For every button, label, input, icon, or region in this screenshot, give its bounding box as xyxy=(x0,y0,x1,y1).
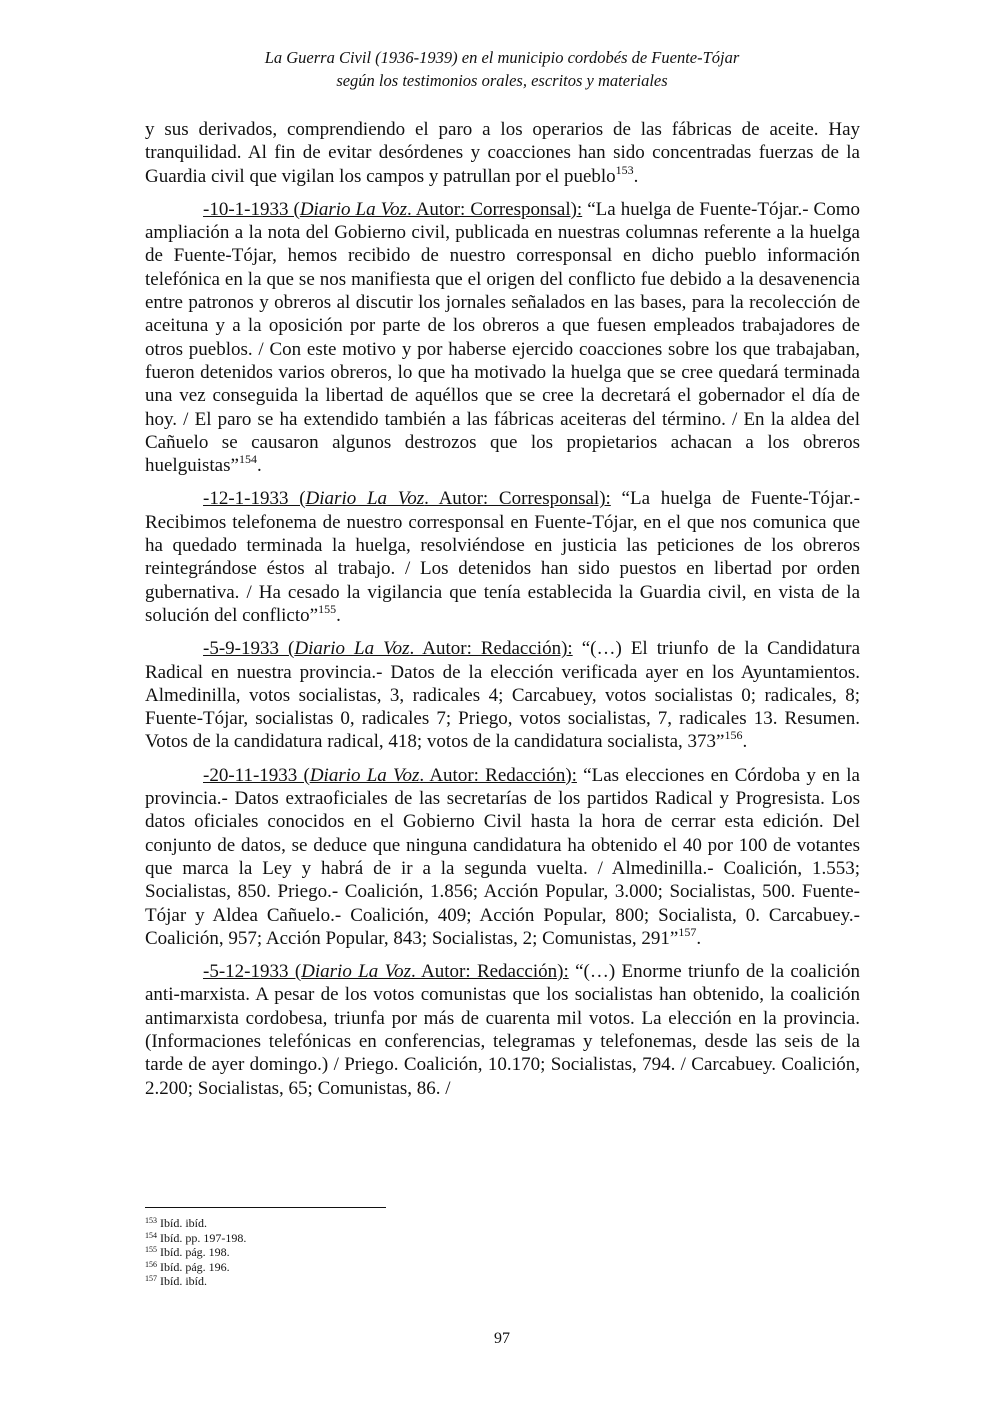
footnote-ref: 157 xyxy=(678,924,697,939)
footnote-number: 157 xyxy=(145,1274,157,1284)
entry-author: . Autor: Corresponsal): xyxy=(407,198,583,220)
entry-date: -12-1-1933 ( xyxy=(203,488,306,510)
entry-source: Diario La Voz xyxy=(294,638,410,660)
footnote-text: Ibíd. pp. 197-198. xyxy=(157,1230,247,1245)
footnote-number: 154 xyxy=(145,1230,157,1240)
entry-source: Diario La Voz xyxy=(301,961,411,983)
footnote-text: Ibíd. ibíd. xyxy=(157,1274,207,1289)
news-entry xyxy=(145,637,860,753)
footnote-number: 155 xyxy=(145,1245,157,1255)
entry-date: -20-11-1933 ( xyxy=(203,764,310,786)
entry-end: . xyxy=(336,604,341,626)
entry-text: “La huelga de Fuente-Tójar.- Como ampliación a la nota del Gobierno civil, publicada en nuestras columnas referente a la huelga de Fuente-Tójar, hemos recibido de nuestro corresponsal en dicho pueblo información telefónica en la que se nos manifiesta que el origen del conflicto fue debido a la desavenencia entre patronos y obreros al discutir los jornales señalados en las bases, para la recolección de aceituna y a la oposición por parte de los obreros a que fuesen empleados trabajadores de otros pueblos. / Con este motivo y por haberse ejercido coacciones sobre los que trabajaban, fueron detenidos varios obreros, lo que ha motivado la huelga que se cree quedará terminada una vez conseguida la libertad de aquéllos que se cree la decretará el gobernador el día de hoy. / El paro se ha extendido también a las fábricas aceiteras del término. / En la aldea del Cañuelo se causaron algunos destrozos que los propietarios achacan a los obreros huelguistas” xyxy=(145,198,860,477)
footnote xyxy=(145,1274,545,1289)
continued-paragraph xyxy=(145,118,860,188)
entry-date: -10-1-1933 ( xyxy=(203,198,300,220)
entry-author: . Autor: Corresponsal): xyxy=(424,488,611,510)
entry-source: Diario La Voz xyxy=(305,488,425,510)
news-entry xyxy=(145,960,860,1100)
footnotes xyxy=(145,1216,545,1289)
running-header xyxy=(0,46,1004,92)
entry-text: “La huelga de Fuente-Tójar.- Recibimos telefonema de nuestro corresponsal en Fuente-Tójar, en el que nos comunica que ha quedado terminada la huelga, resolviéndose en justicia las peticiones de los obreros reintegrándose éstos al trabajo. / Los detenidos han sido puestos en libertad por orden gubernativa. / Ha cesado la vigilancia que tenía establecida la Guardia civil, en vista de la solución del conflicto” xyxy=(145,488,860,626)
paragraph-text: y sus derivados, comprendiendo el paro a los operarios de las fábricas de aceite. Hay tranquilidad. Al fin de evitar desórdenes y coacciones han sido concentradas fuerzas de la Guardia civil que vigilan los campos y patrullan por el pueblo xyxy=(145,119,860,187)
entry-end: . xyxy=(742,731,748,753)
footnote-ref: 156 xyxy=(724,728,743,743)
news-entry xyxy=(145,198,860,478)
page-number: 97 xyxy=(494,1330,510,1347)
entry-text: “(…) Enorme triunfo de la coalición anti-marxista. A pesar de los votos comunistas que los socialistas han obtenido, la coalición antimarxista cordobesa, triunfa por más de cuarenta mil votos. La elección en la provincia. (Informaciones telefónicas en conferencias, telegramas y telefonemas, desde las seis de la tarde de ayer domingo.) / Priego. Coalición, 10.170; Socialistas, 794. / Carcabuey. Coalición, 2.200; Socialistas, 65; Comunistas, 86. / xyxy=(145,961,860,1099)
entry-source: Diario La Voz xyxy=(299,198,407,220)
footnote-number: 156 xyxy=(145,1259,157,1269)
footnote-ref: 153 xyxy=(615,162,634,177)
entry-citation xyxy=(203,488,611,509)
footnote-text: Ibíd. pág. 198. xyxy=(157,1245,230,1260)
header-subtitle-line: según los testimonios orales, escritos y materiales xyxy=(336,71,668,90)
footnote xyxy=(145,1245,545,1260)
entry-date: -5-12-1933 ( xyxy=(203,961,302,983)
news-entry xyxy=(145,764,860,950)
footnote-number: 153 xyxy=(145,1216,157,1225)
entry-citation xyxy=(203,961,569,982)
footnote-text: Ibíd. ibíd. xyxy=(157,1216,207,1230)
entry-citation xyxy=(203,765,577,786)
entry-end: . xyxy=(696,927,702,949)
footnote-ref: 155 xyxy=(318,601,337,616)
footnote xyxy=(145,1231,545,1246)
entry-citation xyxy=(203,199,582,220)
news-entry xyxy=(145,487,860,627)
main-text xyxy=(145,118,860,1110)
entry-citation xyxy=(203,638,573,659)
entry-author: . Autor: Redacción): xyxy=(419,764,577,786)
footnote-ref: 154 xyxy=(238,452,257,467)
footnote xyxy=(145,1216,545,1231)
entry-date: -5-9-1933 ( xyxy=(203,638,295,660)
entry-text: “Las elecciones en Córdoba y en la provincia.- Datos extraoficiales de las secretarías de los partidos Radical y Progresista. Los datos oficiales conocidos en el Gobierno Civil hasta la hora de cerrar esta edición. Del conjunto de datos, se deduce que ninguna candidatura ha obtenido el 40 por 100 de votantes que marca la Ley y habrá de ir a la segunda vuelta. / Almedinilla.- Coalición, 1.553; Socialistas, 850. Priego.- Coalición, 1.856; Acción Popular, 3.000; Socialistas, 500. Fuente-Tójar y Aldea Cañuelo.- Coalición, 409; Acción Popular, 800; Socialista, 0. Carcabuey.- Coalición, 957; Acción Popular, 843; Socialistas, 2; Comunistas, 291” xyxy=(145,764,860,949)
entry-author: . Autor: Redacción): xyxy=(410,961,569,983)
header-title-line: La Guerra Civil (1936-1939) en el municipio cordobés de Fuente-Tójar xyxy=(264,48,740,67)
entry-author: . Autor: Redacción): xyxy=(409,638,573,660)
entry-text: “(…) El triunfo de la Candidatura Radical en nuestra provincia.- Datos de la elección verificada ayer en los Ayuntamientos. Almedinilla, votos socialistas, 3, radicales 4; Carcabuey, votos socialistas 0; radicales, 8; Fuente-Tójar, socialistas 0, radicales 7; Priego, votos socialistas, 7, radicales 13. Resumen. Votos de la candidatura radical, 418; votos de la candidatura socialista, 373” xyxy=(145,638,861,753)
entry-end: . xyxy=(256,455,262,477)
entry-source: Diario La Voz xyxy=(309,764,420,786)
paragraph-end: . xyxy=(633,165,639,187)
footnote-divider xyxy=(145,1207,386,1208)
footnote-text: Ibíd. pág. 196. xyxy=(157,1259,230,1274)
footnote xyxy=(145,1260,545,1275)
